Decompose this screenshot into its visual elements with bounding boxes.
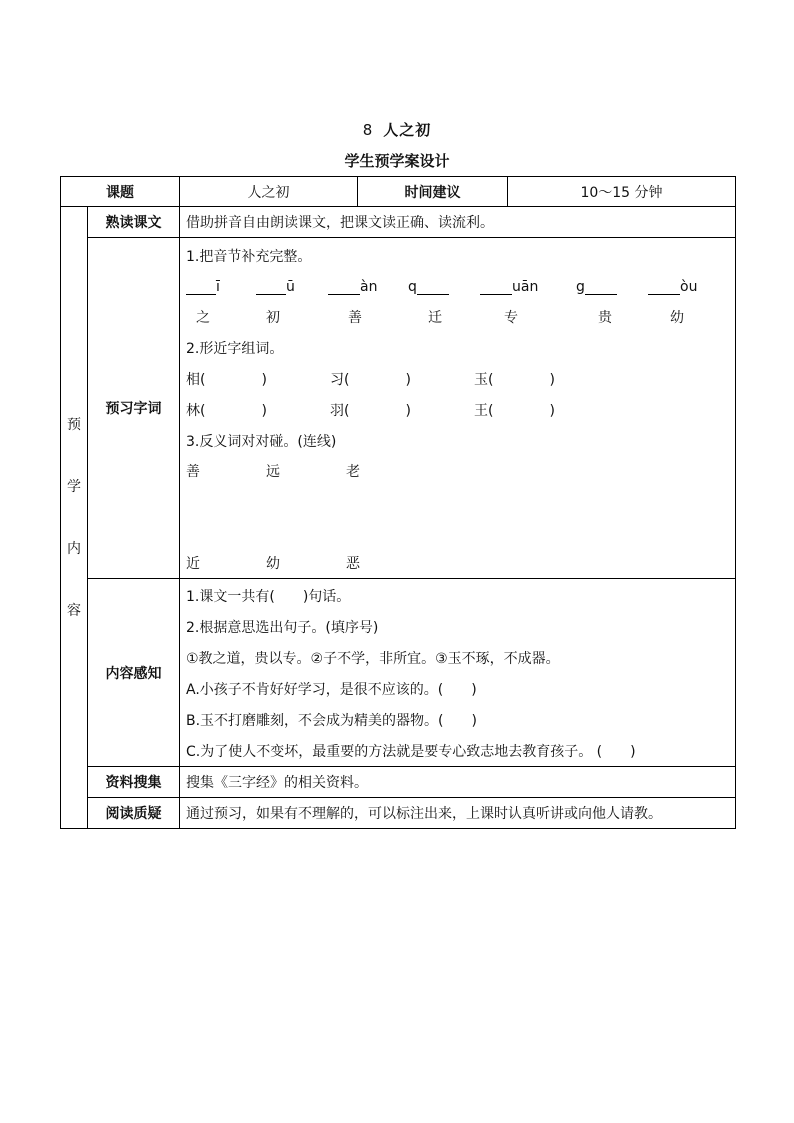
side-char: 学 [67, 478, 81, 495]
pinyin-item: òu [648, 279, 708, 295]
antonym-top-row [186, 456, 729, 486]
lesson-name: 人之初 [383, 121, 432, 139]
antonym-item: 幼 [266, 556, 280, 572]
q1-text: 1.把音节补充完整。 [186, 248, 312, 265]
side-label [61, 207, 88, 829]
questions-content: 通过预习，如果有不理解的，可以标注出来，上课时认真听讲或向他人请教。 [180, 798, 736, 829]
reading-row [61, 207, 736, 238]
side-char: 内 [67, 540, 81, 557]
similar-item: 习( ) [330, 371, 411, 388]
research-label: 资料搜集 [88, 767, 180, 798]
similar-item: 羽( ) [330, 402, 411, 419]
lesson-title [0, 119, 794, 140]
research-row [61, 767, 736, 798]
comp-a: A.小孩子不肯好好学习，是很不应该的。( ) [186, 681, 477, 698]
antonym-item: 老 [346, 464, 360, 480]
comp-c: C.为了使人不变坏，最重要的方法就是要专心致志地去教育孩子。 ( ) [186, 743, 636, 760]
char-item: 初 [266, 310, 280, 326]
antonym-item: 恶 [346, 556, 360, 572]
pinyin-item: ū [256, 279, 328, 295]
antonym-item: 善 [186, 464, 200, 480]
similar-row-1 [186, 363, 729, 394]
header-row [61, 177, 736, 207]
comp-b: B.玉不打磨雕刻，不会成为精美的器物。( ) [186, 712, 477, 729]
similar-item: 相( ) [186, 371, 267, 388]
topic-value: 人之初 [180, 177, 358, 207]
char-item: 迁 [428, 310, 442, 326]
preview-plan-table [60, 176, 736, 829]
side-char: 容 [67, 602, 81, 619]
words-row [61, 238, 736, 579]
similar-item: 林( ) [186, 402, 267, 419]
pinyin-item: uān [480, 279, 576, 295]
char-item: 幼 [670, 310, 684, 326]
pinyin-item: g [576, 279, 648, 295]
pinyin-item: àn [328, 279, 408, 295]
comp-options: ①教之道，贵以专。②子不学，非所宜。③玉不琢，不成器。 [186, 650, 560, 667]
time-value: 10～15 分钟 [508, 177, 736, 207]
antonym-item: 远 [266, 464, 280, 480]
q3-text: 3.反义词对对碰。(连线) [186, 433, 337, 450]
q2-text: 2.形近字组词。 [186, 340, 284, 357]
words-label: 预习字词 [88, 238, 180, 579]
research-content: 搜集《三字经》的相关资料。 [180, 767, 736, 798]
plan-subtitle: 学生预学案设计 [344, 152, 450, 170]
antonym-bottom-row [186, 548, 729, 578]
reading-content: 借助拼音自由朗读课文，把课文读正确、读流利。 [180, 207, 736, 238]
side-char: 预 [67, 416, 81, 433]
similar-row-2 [186, 394, 729, 425]
words-content [180, 238, 736, 579]
char-item: 之 [196, 310, 210, 326]
comprehension-row [61, 579, 736, 767]
pinyin-item: ī [186, 279, 256, 295]
questions-label: 阅读质疑 [88, 798, 180, 829]
time-label: 时间建议 [358, 177, 508, 207]
questions-row [61, 798, 736, 829]
reading-label: 熟读课文 [88, 207, 180, 238]
pinyin-row [186, 271, 729, 302]
char-row [186, 302, 729, 332]
comp-q2: 2.根据意思选出句子。(填序号) [186, 619, 379, 636]
similar-item: 玉( ) [474, 371, 555, 388]
char-item: 专 [504, 310, 518, 326]
lesson-number: 8 [362, 121, 374, 139]
char-item: 善 [348, 310, 362, 326]
pinyin-item: q [408, 279, 480, 295]
comprehension-label: 内容感知 [88, 579, 180, 767]
comprehension-content [180, 579, 736, 767]
char-item: 贵 [598, 310, 612, 326]
comp-q1: 1.课文一共有( )句话。 [186, 588, 351, 605]
antonym-item: 近 [186, 556, 200, 572]
similar-item: 王( ) [474, 402, 555, 419]
topic-label: 课题 [61, 177, 180, 207]
